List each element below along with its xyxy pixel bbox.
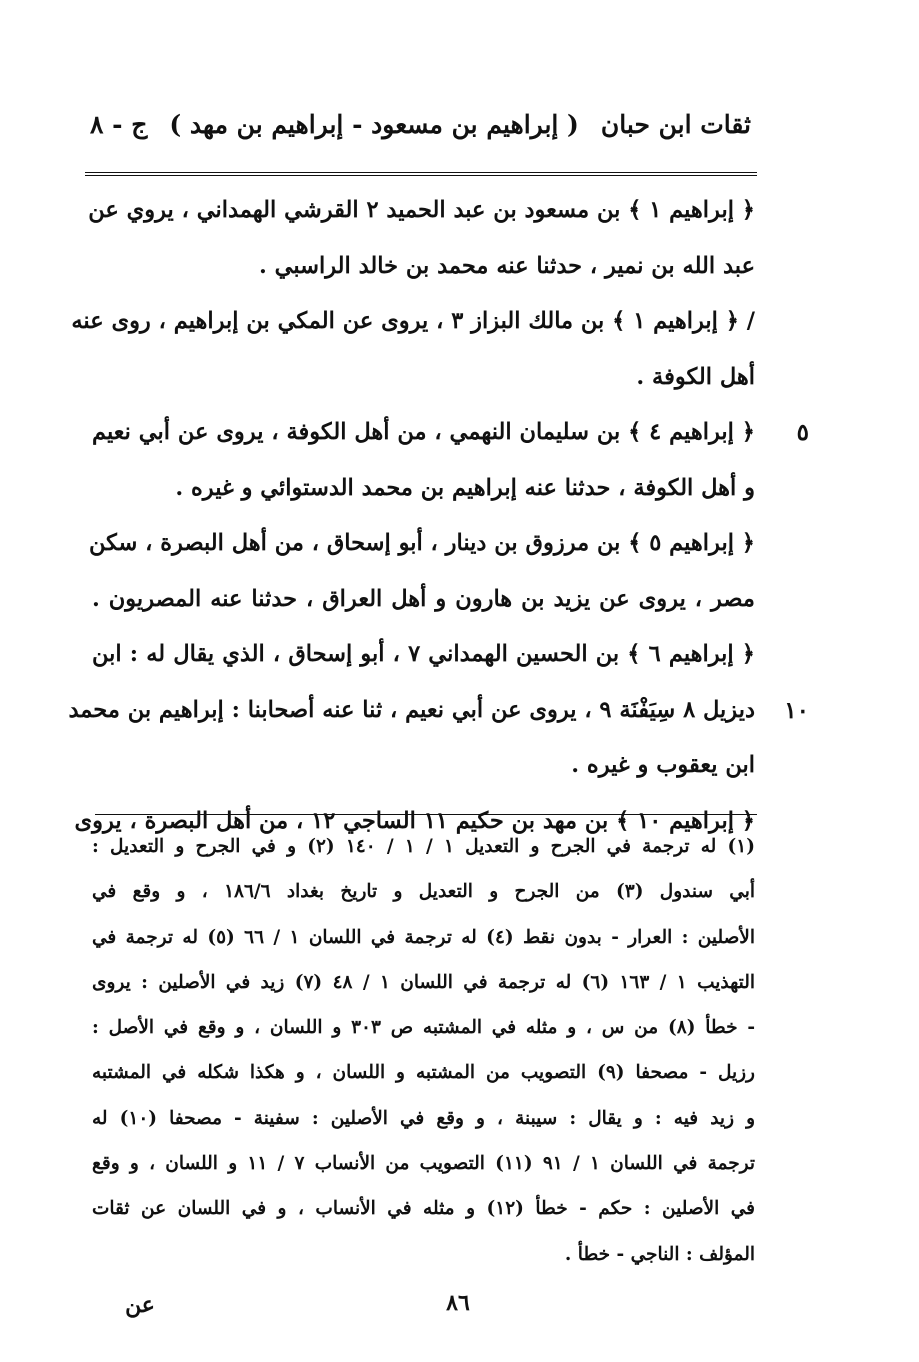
line-text: ﴿ إبراهيم ١ ﴾ بن مسعود بن عبد الحميد ٢ القرشي الهمداني ، يروي عن: [88, 197, 755, 223]
text-line: [88, 183, 755, 239]
line-text: أهل الكوفة .: [636, 363, 755, 390]
text-line: [92, 405, 809, 461]
line-text: ديزيل ٨ سِيَفْنَة ٩ ، يروى عن أبي نعيم ، ثنا عنه أصحابنا : إبراهيم بن محمد: [68, 696, 755, 723]
text-line: [92, 738, 755, 794]
text-line: [88, 516, 755, 572]
main-text: [68, 183, 809, 849]
footnote-line: ترجمة في اللسان ١ / ٩١ (١١) التصويب من الأنساب ٧ / ١١ و اللسان ، و وقع: [92, 1153, 755, 1175]
text-line: [92, 461, 755, 517]
line-number: ٥: [796, 419, 809, 446]
page-number: ٨٦: [446, 1290, 470, 1316]
footnote-line: التهذيب ١ / ١٦٣ (٦) له ترجمة في اللسان ١ / ٤٨ (٧) زيد في الأصلين : يروى: [92, 971, 756, 993]
line-text: ﴿ إبراهيم ٥ ﴾ بن مرزوق بن دينار ، أبو إسحاق ، من أهل البصرة ، سكن: [88, 530, 755, 556]
book-title: ثقات ابن حبان: [600, 110, 751, 139]
line-text: ﴿ إبراهيم ٤ ﴾ بن سليمان النهمي ، من أهل الكوفة ، يروى عن أبي نعيم: [92, 419, 755, 445]
line-number: ١٠: [784, 696, 809, 724]
footnotes: [92, 824, 755, 1277]
line-text: عبد الله بن نمير ، حدثنا عنه محمد بن خالد الراسبي .: [258, 252, 755, 279]
line-text: ابن يعقوب و غيره .: [571, 752, 755, 778]
text-line: [68, 683, 809, 739]
volume-number: ج - ٨: [90, 110, 148, 139]
text-line: [92, 572, 755, 628]
line-text: و أهل الكوفة ، حدثنا عنه إبراهيم بن محمد الدستوائي و غيره .: [175, 474, 755, 501]
line-text: ﴿ إبراهيم ٦ ﴾ بن الحسين الهمداني ٧ ، أبو إسحاق ، الذي يقال له : ابن: [92, 641, 755, 667]
footnote-line: - خطأ (٨) من س ، و مثله في المشتبه ص ٣٠٣ و اللسان ، و وقع في الأصل :: [92, 1017, 755, 1039]
text-line: [92, 239, 755, 295]
section-title: ( إبراهيم بن مسعود - إبراهيم بن مهد ): [169, 110, 579, 139]
text-line: [92, 350, 755, 406]
footnote-line: و زيد فيه : و يقال : سيبنة ، و وقع في الأصلين : سفينة - مصحفا (١٠) له: [92, 1107, 756, 1129]
text-line: [92, 627, 755, 683]
text-line: [71, 294, 755, 350]
footnote-line: رزيل - مصحفا (٩) التصويب من المشتبه و اللسان ، و هكذا شكله في المشتبه: [92, 1062, 755, 1084]
line-text: ﴿ إبراهيم ١٠ ﴾ بن مهد بن حكيم ١١ الساجي ١٢ ، من أهل البصرة ، يروى: [74, 807, 755, 834]
catchword: عن: [125, 1292, 155, 1318]
running-header: [90, 110, 751, 160]
header-rule: [85, 172, 757, 176]
footnote-line: في الأصلين : حكم - خطأ (١٢) و مثله في الأنساب ، و في اللسان عن ثقات: [92, 1198, 756, 1220]
footnote-line: (١) له ترجمة في الجرح و التعديل ١ / ١ / ١٤٠ (٢) و في الجرح و التعديل :: [92, 836, 755, 857]
footnote-line: أبي سندول (٣) من الجرح و التعديل و تاريخ بغداد ١٨٦/٦ ، و وقع في: [92, 881, 755, 903]
line-text: / ﴿ إبراهيم ١ ﴾ بن مالك البزاز ٣ ، يروى عن المكي بن إبراهيم ، روى عنه: [71, 308, 755, 334]
footnote-line: الأصلين : العرار - بدون نقط (٤) له ترجمة في اللسان ١ / ٦٦ (٥) له ترجمة في: [92, 926, 755, 948]
line-text: مصر ، يروى عن يزيد بن هارون و أهل العراق ، حدثنا عنه المصريون .: [92, 585, 755, 612]
footnote-rule: [95, 814, 757, 815]
footnote-line: المؤلف : الناجي - خطأ .: [564, 1243, 755, 1265]
